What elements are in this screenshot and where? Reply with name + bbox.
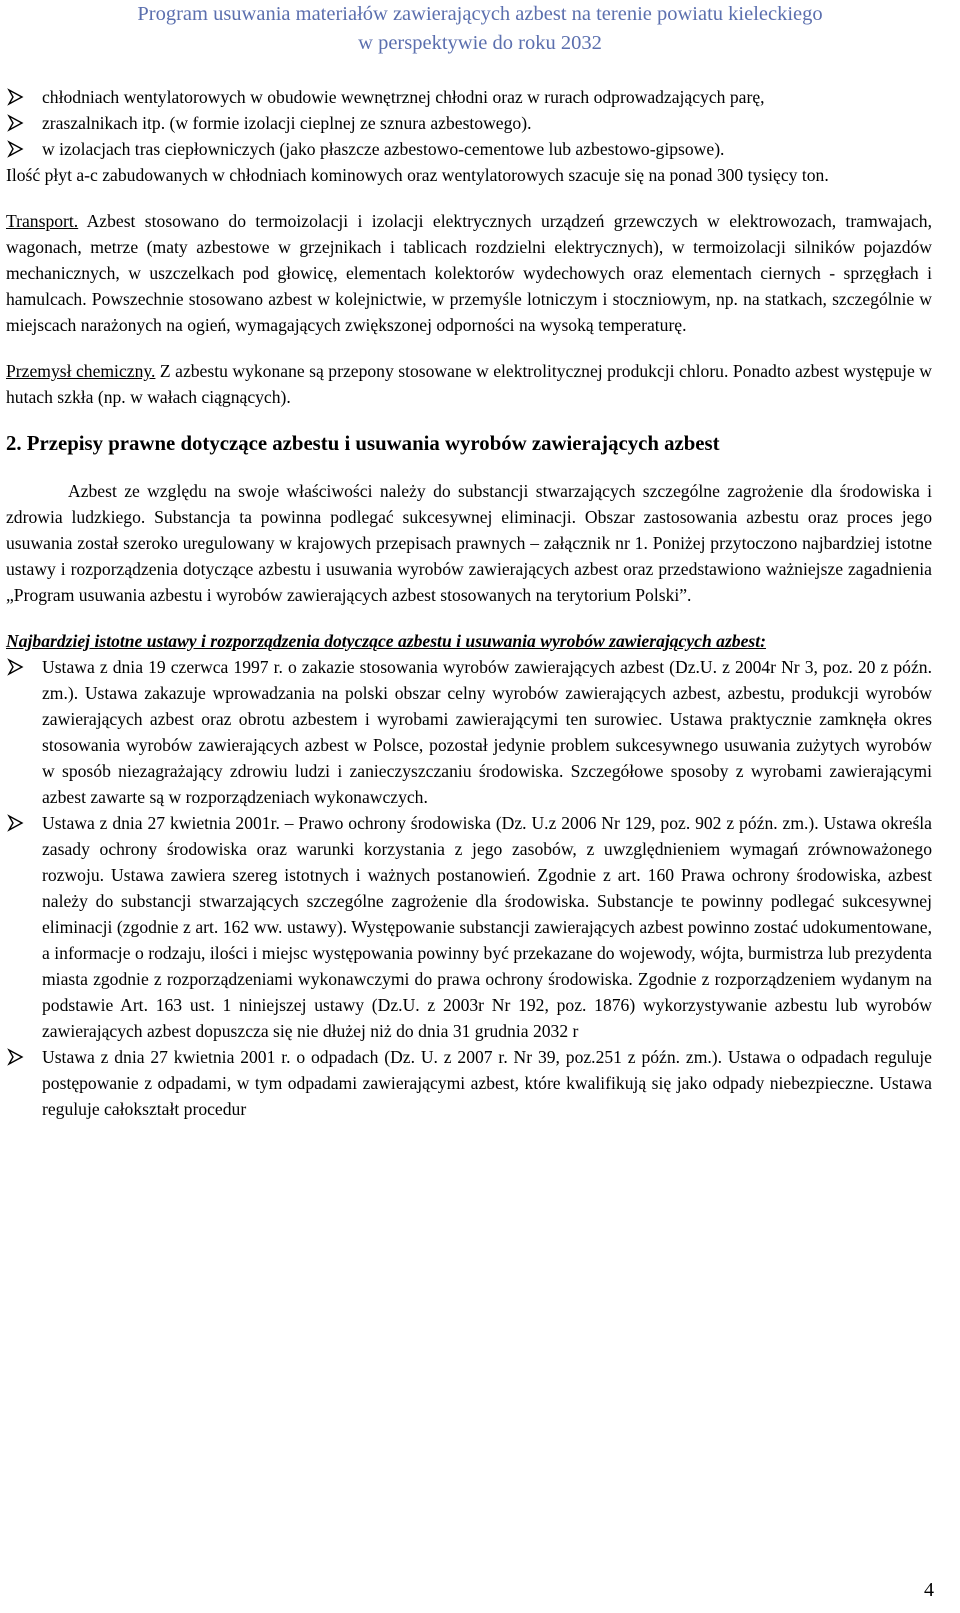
list-item-text: zraszalnikach itp. (w formie izolacji cieplnej ze sznura azbestowego). xyxy=(42,113,532,133)
section-2-paragraph: Azbest ze względu na swoje właściwości należy do substancji stwarzających szczególne zagrożenie dla środowiska i zdrowia ludzkiego. Substancja ta powinna podlegać sukcesywnej eliminacji. Obszar zastosowania azbestu oraz proces jego usuwania został szeroko uregulowany w krajowych przepisach prawnych – załącznik nr 1. Poniżej przytoczono najbardziej istotne ustawy i rozporządzenia dotyczące azbestu i usuwania wyrobów zawierających azbest oraz przedstawiono ważniejsze zagadnienia „Program usuwania azbestu i wyrobów zawierających azbest stosowanych na terytorium Polski”. xyxy=(6,481,932,605)
section-2-title: 2. Przepisy prawne dotyczące azbestu i usuwania wyrobów zawierających azbest xyxy=(6,432,720,455)
page-number: 4 xyxy=(924,1579,934,1601)
law-text: Ustawa o odpadach reguluje postępowanie z odpadami, w tym odpadami zawierającymi azbest, które kwalifikują się jako odpady niebezpieczne. Ustawa reguluje całokształt procedur xyxy=(42,1047,932,1119)
arrow-bullet-icon xyxy=(6,84,26,110)
paragraph-transport xyxy=(6,208,932,338)
arrow-bullet-icon xyxy=(6,110,26,136)
arrow-bullet-icon xyxy=(6,1044,26,1070)
laws-heading: Najbardziej istotne ustawy i rozporządzenia dotyczące azbestu i usuwania wyrobów zawierających azbest: xyxy=(6,631,767,651)
list-item xyxy=(6,654,932,810)
running-header xyxy=(0,0,960,58)
arrow-bullet-icon xyxy=(6,810,26,836)
transport-text: Azbest stosowano do termoizolacji i izolacji elektrycznych urządzeń grzewczych w elektrowozach, tramwajach, wagonach, metrze (maty azbestowe w grzejnikach i tablicach rozdzielni elektrycznych), w termoizolacji silników pojazdów mechanicznych, w uszczelkach pod głowicę, elementach kolektorów wydechowych oraz elementach ciernych - sprzęgłach i hamulcach. Powszechnie stosowano azbest w kolejnictwie, w przemyśle lotniczym i stoczniowym, np. na statkach, szczególnie w miejscach narażonych na ogień, wymagających zwiększonej odporności na wysoką temperaturę. xyxy=(6,211,932,335)
header-line-1: Program usuwania materiałów zawierających azbest na terenie powiatu kieleckiego xyxy=(137,3,823,25)
spacer xyxy=(6,410,932,430)
document-body xyxy=(6,84,932,1122)
transport-label: Transport. xyxy=(6,211,79,231)
paragraph-chemia xyxy=(6,358,932,410)
arrow-bullet-icon xyxy=(6,136,26,162)
chemia-text: Z azbestu wykonane są przepony stosowane w elektrolitycznej produkcji chloru. Ponadto azbest występuje w hutach szkła (np. w wałach ciągnących). xyxy=(6,361,932,407)
spacer xyxy=(6,338,932,358)
chemia-label: Przemysł chemiczny. xyxy=(6,361,156,381)
list-item xyxy=(6,110,932,136)
law-lead: Ustawa z dnia 27 kwietnia 2001r. – Prawo ochrony środowiska (Dz. U.z 2006 Nr 129, poz. 902 z późn. zm.). xyxy=(42,813,819,833)
spacer xyxy=(6,608,932,628)
list-item xyxy=(6,136,932,162)
list-item-text: w izolacjach tras ciepłowniczych (jako płaszcze azbestowo-cementowe lub azbestowo-gipsowe). xyxy=(42,139,725,159)
laws-list xyxy=(6,654,932,1122)
top-bullet-list xyxy=(6,84,932,162)
law-lead: Ustawa z dnia 19 czerwca 1997 r. o zakazie stosowania wyrobów zawierających azbest (Dz.U. z 2004r Nr 3, poz. 20 z późn. zm.). xyxy=(42,657,932,703)
list-item xyxy=(6,84,932,110)
arrow-bullet-icon xyxy=(6,654,26,680)
law-lead: Ustawa z dnia 27 kwietnia 2001 r. o odpadach (Dz. U. z 2007 r. Nr 39, poz.251 z późn. zm.). xyxy=(42,1047,723,1067)
spacer xyxy=(6,458,932,478)
list-item-text: chłodniach wentylatorowych w obudowie wewnętrznej chłodni oraz w rurach odprowadzających parę, xyxy=(42,87,765,107)
law-text: Ustawa określa zasady ochrony środowiska oraz warunki korzystania z jego zasobów, z uwzględnieniem wymagań zrównoważonego rozwoju. Ustawa zawiera szereg istotnych i ważnych postanowień. Zgodnie z art. 160 Prawa ochrony środowiska, azbest należy do substancji stwarzających szczególne zagrożenie dla środowiska. Substancje te powinny podlegać sukcesywnej eliminacji (zgodnie z art. 162 ww. ustawy). Występowanie substancji zawierających azbest powinno zostać udokumentowane, a informacje o rodzaju, ilości i miejsc występowania powinny być przekazane do wojewody, wójta, burmistrza lub prezydenta miasta zgodnie z rozporządzeniami wykonawczymi do prawa ochrony środowiska. Zgodnie z rozporządzeniem wydanym na podstawie Art. 163 ust. 1 niniejszej ustawy (Dz.U. z 2003r Nr 192, poz. 1876) wykorzystywanie azbestu lub wyrobów zawierających azbest dopuszcza się nie dłużej niż do dnia 31 grudnia 2032 r xyxy=(42,813,932,1041)
header-line-2: w perspektywie do roku 2032 xyxy=(358,32,602,54)
spacer xyxy=(6,188,932,208)
law-text: Ustawa zakazuje wprowadzania na polski obszar celny wyrobów zawierających azbest, azbestu, produkcji wyrobów zawierających azbest oraz obrotu azbestem i wyrobami zawierającymi ten surowiec. Ustawa praktycznie zamknęła okres stosowania wyrobów zawierających azbest w Polsce, pozostał jedynie problem sukcesywnego usuwania zużytych wyrobów w sposób niezagrażający zdrowiu ludzi i zanieczyszczaniu środowiska. Szczegółowe sposoby z wyrobami zawierającymi azbest zawarte są w rozporządzeniach wykonawczych. xyxy=(42,683,932,807)
paragraph-ilosc: Ilość płyt a-c zabudowanych w chłodniach kominowych oraz wentylatorowych szacuje się na ponad 300 tysięcy ton. xyxy=(6,165,829,185)
list-item xyxy=(6,1044,932,1122)
list-item xyxy=(6,810,932,1044)
